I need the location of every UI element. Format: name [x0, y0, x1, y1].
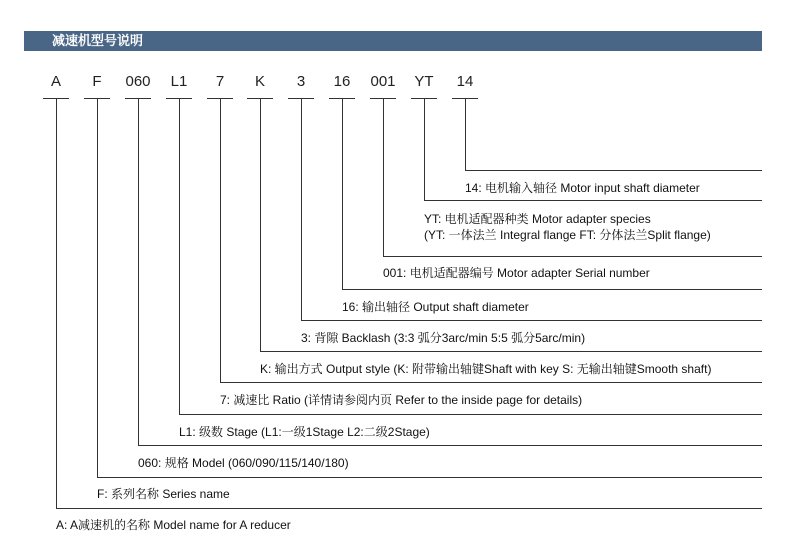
desc-ratio: 7: 减速比 Ratio (详情请参阅内页 Refer to the inside page for details): [220, 393, 583, 407]
desc-adapter-serial: 001: 电机适配器编号 Motor adapter Serial number: [383, 266, 650, 280]
code-part-output-style: K: [254, 73, 266, 90]
desc-adapter-species-note: (YT: 一体法兰 Integral flange FT: 分体法兰Split flange): [424, 228, 711, 242]
leader-f: [98, 99, 763, 478]
code-part-shaft-diameter: 16: [333, 73, 351, 90]
section-title: 减速机型号说明: [52, 33, 144, 48]
code-part-model: 060: [125, 73, 151, 90]
desc-series-name: F: 系列名称 Series name: [97, 487, 230, 501]
desc-output-style: K: 输出方式 Output style (K: 附带输出轴键Shaft with key S: 无输出轴键Smooth shaft): [260, 362, 712, 376]
code-part-series-prefix: A: [50, 73, 62, 90]
code-part-stage: L1: [170, 73, 188, 90]
code-part-series: F: [92, 73, 102, 90]
leader-3: [302, 99, 763, 321]
code-part-ratio: 7: [215, 73, 225, 90]
code-part-adapter-species: YT: [414, 73, 434, 90]
desc-adapter-species: YT: 电机适配器种类 Motor adapter species: [424, 212, 651, 226]
desc-reducer-name: A: A减速机的名称 Model name for A reducer: [56, 518, 291, 532]
desc-stage: L1: 级数 Stage (L1:一级1Stage L2:二级2Stage): [179, 425, 430, 439]
code-part-input-diameter: 14: [456, 73, 474, 90]
desc-backlash: 3: 背隙 Backlash (3:3 弧分3arc/min 5:5 弧分5arc/min): [301, 331, 586, 345]
desc-model: 060: 规格 Model (060/090/115/140/180): [138, 456, 349, 470]
code-part-adapter-serial: 001: [370, 73, 396, 90]
code-part-backlash: 3: [296, 73, 306, 90]
desc-output-shaft-diameter: 16: 输出轴径 Output shaft diameter: [342, 300, 529, 314]
leader-14: [466, 99, 763, 171]
desc-input-shaft-diameter: 14: 电机输入轴径 Motor input shaft diameter: [465, 181, 700, 195]
